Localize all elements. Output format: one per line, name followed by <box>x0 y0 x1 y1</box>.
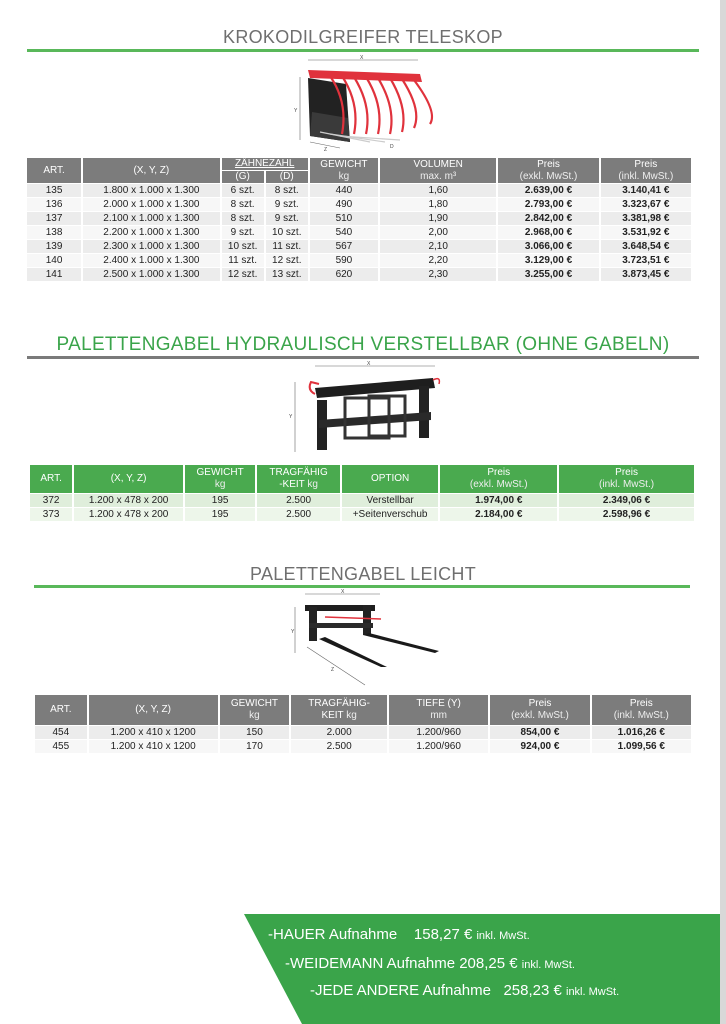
table-cell: 854,00 € <box>490 726 589 739</box>
col-option: OPTION <box>342 465 439 493</box>
table-cell: 2.968,00 € <box>498 226 598 239</box>
table-row <box>35 726 691 739</box>
krokodilgreifer-image <box>290 52 450 152</box>
section2-rule <box>27 356 699 359</box>
table-cell: Verstellbar <box>342 494 439 507</box>
table-cell: 141 <box>27 268 81 281</box>
table-cell: 10 szt. <box>266 226 308 239</box>
col-preis-inkl: Preis (inkl. MwSt.) <box>592 695 691 725</box>
table-cell: 2.349,06 € <box>559 494 694 507</box>
table-cell: 1.974,00 € <box>440 494 557 507</box>
table-cell: 8 szt. <box>222 198 264 211</box>
col-tragfaehigkeit: TRAGFÄHIG- KEIT kg <box>291 695 387 725</box>
dim-z-label: Z <box>324 147 328 152</box>
table-cell: 2.500 x 1.000 x 1.300 <box>83 268 219 281</box>
table-cell: 2.400 x 1.000 x 1.300 <box>83 254 219 267</box>
table-cell: 1.200 x 410 x 1200 <box>89 726 218 739</box>
table-cell: 2.598,96 € <box>559 508 694 521</box>
table-cell: 8 szt. <box>266 184 308 197</box>
table-cell: 2.300 x 1.000 x 1.300 <box>83 240 219 253</box>
table-row <box>27 240 691 253</box>
col-preis-inkl: Preis (inkl. MwSt.) <box>559 465 694 493</box>
col-preis-exkl: Preis (exkl. MwSt.) <box>440 465 557 493</box>
col-zahnezahl: ZÄHNEZAHL <box>222 158 308 170</box>
table-palettengabel-hydraulisch <box>28 464 696 522</box>
table-cell: 140 <box>27 254 81 267</box>
table-cell: 3.531,92 € <box>601 226 691 239</box>
table-cell: 13 szt. <box>266 268 308 281</box>
table-cell: 2.000 x 1.000 x 1.300 <box>83 198 219 211</box>
col-xyz: (X, Y, Z) <box>74 465 183 493</box>
table-row <box>30 494 694 507</box>
table-cell: 3.255,00 € <box>498 268 598 281</box>
table-cell: +Seitenverschub <box>342 508 439 521</box>
table-cell: 3.323,67 € <box>601 198 691 211</box>
table-row <box>35 740 691 753</box>
dim-d-label: D <box>390 144 394 150</box>
table-cell: 2.200 x 1.000 x 1.300 <box>83 226 219 239</box>
table-cell: 9 szt. <box>266 212 308 225</box>
table-cell: 11 szt. <box>222 254 264 267</box>
col-d: (D) <box>266 171 308 183</box>
table-cell: 372 <box>30 494 72 507</box>
table-row <box>27 268 691 281</box>
table-cell: 490 <box>310 198 378 211</box>
table-cell: 2.100 x 1.000 x 1.300 <box>83 212 219 225</box>
col-xyz: (X, Y, Z) <box>89 695 218 725</box>
table-cell: 2.842,00 € <box>498 212 598 225</box>
table-cell: 1.016,26 € <box>592 726 691 739</box>
table-cell: 2,10 <box>380 240 496 253</box>
table-row <box>30 508 694 521</box>
table-cell: 2.500 <box>291 740 387 753</box>
col-art: ART. <box>35 695 87 725</box>
table-row <box>27 184 691 197</box>
table-cell: 2,20 <box>380 254 496 267</box>
table-cell: 11 szt. <box>266 240 308 253</box>
table-cell: 3.066,00 € <box>498 240 598 253</box>
table-cell: 139 <box>27 240 81 253</box>
table-cell: 2,30 <box>380 268 496 281</box>
table-cell: 3.648,54 € <box>601 240 691 253</box>
table-cell: 9 szt. <box>266 198 308 211</box>
table-cell: 1.200 x 478 x 200 <box>74 494 183 507</box>
table-cell: 455 <box>35 740 87 753</box>
table-cell: 510 <box>310 212 378 225</box>
col-xyz: (X, Y, Z) <box>83 158 219 183</box>
banner-line-hauer: -HAUER Aufnahme 158,27 € inkl. MwSt. <box>268 926 530 943</box>
table-row <box>27 198 691 211</box>
dim-y-label: Y <box>291 629 295 635</box>
table-cell: 195 <box>185 494 255 507</box>
table-cell: 1,80 <box>380 198 496 211</box>
col-gewicht: GEWICHT kg <box>310 158 378 183</box>
section3-title: PALETTENGABEL LEICHT <box>249 564 477 584</box>
table-palettengabel-leicht <box>33 694 693 754</box>
table-row <box>27 254 691 267</box>
table-cell: 1,90 <box>380 212 496 225</box>
section2-title: PALETTENGABEL HYDRAULISCH VERSTELLBAR (OHNE GABELN) <box>56 334 670 355</box>
table-row <box>27 212 691 225</box>
table-cell: 195 <box>185 508 255 521</box>
col-gewicht: GEWICHT kg <box>220 695 290 725</box>
dim-y-label: Y <box>294 108 298 114</box>
table-cell: 1.800 x 1.000 x 1.300 <box>83 184 219 197</box>
table-cell: 2,00 <box>380 226 496 239</box>
table-cell: 12 szt. <box>222 268 264 281</box>
col-g: (G) <box>222 171 264 183</box>
table-cell: 1.200 x 410 x 1200 <box>89 740 218 753</box>
table-cell: 3.129,00 € <box>498 254 598 267</box>
table-krokodilgreifer <box>25 157 693 282</box>
banner-line-weidemann: -WEIDEMANN Aufnahme 208,25 € inkl. MwSt. <box>285 955 575 972</box>
table-cell: 440 <box>310 184 378 197</box>
table-cell: 1.200 x 478 x 200 <box>74 508 183 521</box>
table-cell: 2.000 <box>291 726 387 739</box>
table-cell: 3.140,41 € <box>601 184 691 197</box>
table-cell: 1.099,56 € <box>592 740 691 753</box>
table-cell: 9 szt. <box>222 226 264 239</box>
col-gewicht: GEWICHT kg <box>185 465 255 493</box>
table-cell: 2.639,00 € <box>498 184 598 197</box>
table-cell: 540 <box>310 226 378 239</box>
dim-x-label: X <box>367 361 371 367</box>
table-cell: 12 szt. <box>266 254 308 267</box>
palettengabel-hydraulisch-image <box>285 360 445 460</box>
dim-x-label: X <box>360 55 364 61</box>
dim-y-label: Y <box>289 414 293 420</box>
table-cell: 2.793,00 € <box>498 198 598 211</box>
table-cell: 924,00 € <box>490 740 589 753</box>
table-cell: 2.500 <box>257 508 340 521</box>
col-preis-exkl: Preis (exkl. MwSt.) <box>490 695 589 725</box>
dim-x-label: X <box>341 589 345 595</box>
table-cell: 454 <box>35 726 87 739</box>
table-cell: 1.200/960 <box>389 740 488 753</box>
table-cell: 10 szt. <box>222 240 264 253</box>
table-cell: 135 <box>27 184 81 197</box>
table-cell: 150 <box>220 726 290 739</box>
table-cell: 170 <box>220 740 290 753</box>
table-cell: 620 <box>310 268 378 281</box>
col-preis-inkl: Preis (inkl. MwSt.) <box>601 158 691 183</box>
table-row <box>27 226 691 239</box>
col-tiefe: TIEFE (Y) mm <box>389 695 488 725</box>
col-tragfaehigkeit: TRAGFÄHIG -KEIT kg <box>257 465 340 493</box>
col-art: ART. <box>27 158 81 183</box>
col-preis-exkl: Preis (exkl. MwSt.) <box>498 158 598 183</box>
table-cell: 138 <box>27 226 81 239</box>
table-cell: 373 <box>30 508 72 521</box>
col-art: ART. <box>30 465 72 493</box>
table-cell: 3.381,98 € <box>601 212 691 225</box>
table-cell: 136 <box>27 198 81 211</box>
section1-title: KROKODILGREIFER TELESKOP <box>223 27 503 47</box>
table-cell: 2.500 <box>257 494 340 507</box>
table-cell: 8 szt. <box>222 212 264 225</box>
dim-z-label: Z <box>331 667 335 673</box>
table-cell: 567 <box>310 240 378 253</box>
table-cell: 137 <box>27 212 81 225</box>
table-cell: 3.723,51 € <box>601 254 691 267</box>
palettengabel-leicht-image <box>285 587 445 687</box>
table-cell: 590 <box>310 254 378 267</box>
table-cell: 1.200/960 <box>389 726 488 739</box>
table-cell: 2.184,00 € <box>440 508 557 521</box>
col-volumen: VOLUMEN max. m³ <box>380 158 496 183</box>
table-cell: 3.873,45 € <box>601 268 691 281</box>
table-cell: 1,60 <box>380 184 496 197</box>
banner-line-jede-andere: -JEDE ANDERE Aufnahme 258,23 € inkl. MwSt. <box>310 982 620 999</box>
page-edge <box>720 0 726 1024</box>
table-cell: 6 szt. <box>222 184 264 197</box>
